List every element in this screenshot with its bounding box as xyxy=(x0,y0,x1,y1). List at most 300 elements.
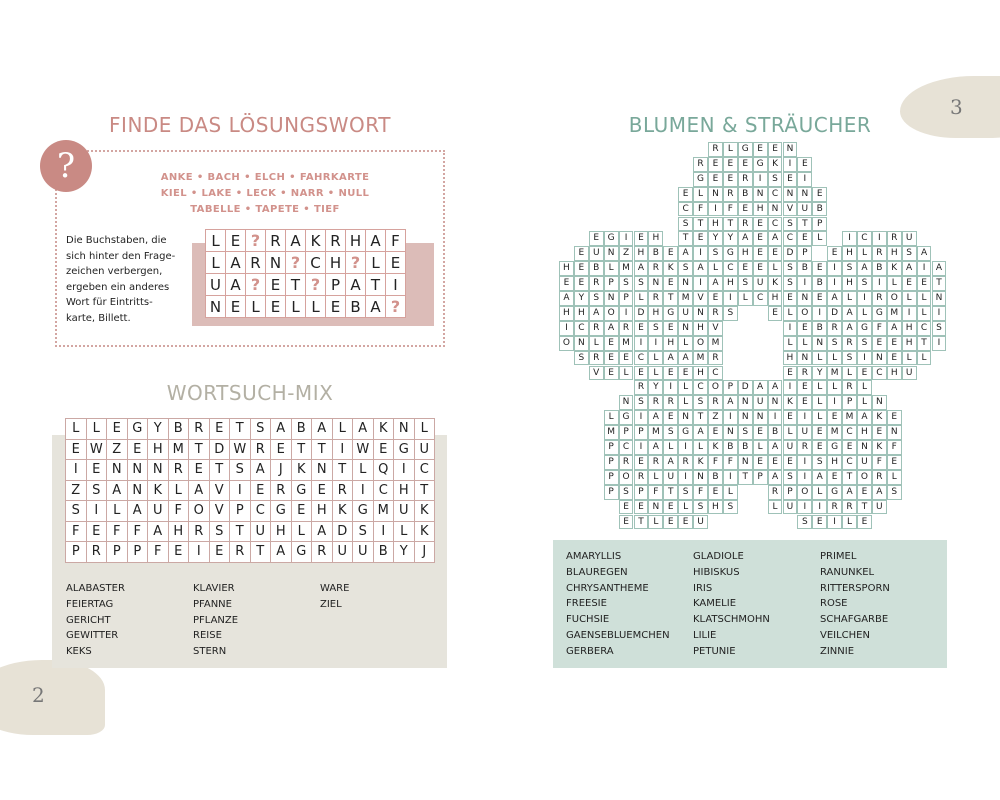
letter-cell: D xyxy=(738,380,753,395)
flower-word: GAENSEBLUEMCHEN xyxy=(566,629,670,641)
letter-cell: O xyxy=(857,470,872,485)
letter-cell: N xyxy=(394,419,415,440)
letter-cell: G xyxy=(271,501,292,522)
letter-cell: I xyxy=(619,231,634,246)
mix-grid-row xyxy=(66,521,435,542)
letter-cell: L xyxy=(286,296,306,318)
letter-cell: E xyxy=(768,306,783,321)
solve-grid-row xyxy=(206,296,406,318)
letter-cell: Y xyxy=(708,231,723,246)
letter-cell: E xyxy=(812,425,827,440)
letter-cell: S xyxy=(797,515,812,530)
letter-cell: N xyxy=(768,202,783,217)
letter-cell: H xyxy=(693,366,708,381)
letter-cell: B xyxy=(168,419,189,440)
letter-cell: R xyxy=(312,542,333,563)
letter-cell: R xyxy=(872,470,887,485)
letter-cell: I xyxy=(768,410,783,425)
letter-cell: E xyxy=(86,460,107,481)
letter-cell: H xyxy=(648,306,663,321)
letter-cell: L xyxy=(812,351,827,366)
letter-cell: K xyxy=(291,460,312,481)
letter-cell: A xyxy=(589,306,604,321)
letter-cell: H xyxy=(168,521,189,542)
letter-cell: L xyxy=(783,336,798,351)
solve-letter-grid xyxy=(205,229,406,318)
letter-cell: A xyxy=(768,440,783,455)
letter-cell: I xyxy=(857,291,872,306)
letter-cell: A xyxy=(693,261,708,276)
letter-cell: E xyxy=(768,142,783,157)
letter-cell: Y xyxy=(812,366,827,381)
letter-cell: F xyxy=(648,485,663,500)
letter-cell: M xyxy=(648,425,663,440)
letter-cell: R xyxy=(827,500,842,515)
letter-cell: O xyxy=(559,336,574,351)
letter-cell: E xyxy=(619,515,634,530)
letter-cell: R xyxy=(619,455,634,470)
letter-cell: E xyxy=(619,351,634,366)
letter-cell: A xyxy=(226,274,246,296)
letter-cell: R xyxy=(589,351,604,366)
letter-cell: N xyxy=(148,460,169,481)
letter-cell: P xyxy=(107,542,128,563)
letter-cell: E xyxy=(678,366,693,381)
letter-cell: C xyxy=(783,231,798,246)
letter-cell: Y xyxy=(574,291,589,306)
letter-cell: N xyxy=(708,187,723,202)
letter-cell: V xyxy=(708,321,723,336)
letter-cell: H xyxy=(842,246,857,261)
letter-cell: C xyxy=(768,187,783,202)
flower-word: VEILCHEN xyxy=(820,629,870,641)
letter-cell: V xyxy=(589,366,604,381)
letter-cell: R xyxy=(827,321,842,336)
letter-cell: G xyxy=(663,306,678,321)
letter-cell: F xyxy=(872,455,887,470)
letter-cell: L xyxy=(738,291,753,306)
letter-cell: I xyxy=(797,470,812,485)
letter-cell: E xyxy=(753,261,768,276)
letter-cell: G xyxy=(827,440,842,455)
letter-cell: I xyxy=(783,380,798,395)
letter-cell: C xyxy=(768,217,783,232)
letter-cell: R xyxy=(842,380,857,395)
letter-cell: Z xyxy=(66,480,87,501)
letter-cell: H xyxy=(887,246,902,261)
letter-cell: E xyxy=(209,419,230,440)
mix-word: KEKS xyxy=(66,646,92,658)
letter-cell: V xyxy=(209,480,230,501)
letter-cell: O xyxy=(797,485,812,500)
letter-cell: E xyxy=(917,276,932,291)
letter-cell: L xyxy=(648,366,663,381)
letter-cell: E xyxy=(753,455,768,470)
letter-cell: C xyxy=(857,231,872,246)
letter-cell: G xyxy=(291,542,312,563)
letter-cell: F xyxy=(127,521,148,542)
mix-grid-row xyxy=(66,439,435,460)
letter-cell: U xyxy=(902,366,917,381)
letter-cell: S xyxy=(619,485,634,500)
letter-cell: N xyxy=(574,336,589,351)
letter-cell: U xyxy=(414,439,435,460)
letter-cell: P xyxy=(619,291,634,306)
letter-cell: L xyxy=(634,291,649,306)
letter-cell: R xyxy=(797,440,812,455)
letter-cell: E xyxy=(589,231,604,246)
question-cell: ? xyxy=(246,230,266,252)
letter-cell: P xyxy=(753,470,768,485)
letter-cell: C xyxy=(723,261,738,276)
letter-cell: L xyxy=(917,306,932,321)
letter-cell: N xyxy=(648,500,663,515)
letter-cell: B xyxy=(812,202,827,217)
letter-cell: G xyxy=(678,425,693,440)
letter-cell: S xyxy=(230,460,251,481)
letter-cell: I xyxy=(932,336,947,351)
letter-cell: S xyxy=(663,425,678,440)
letter-cell: H xyxy=(857,425,872,440)
letter-cell: U xyxy=(394,501,415,522)
letter-cell: E xyxy=(812,440,827,455)
letter-cell: L xyxy=(812,410,827,425)
letter-cell: S xyxy=(812,455,827,470)
letter-cell: R xyxy=(250,439,271,460)
flower-word: RITTERSPORN xyxy=(820,582,890,594)
letter-cell: E xyxy=(574,276,589,291)
letter-cell: K xyxy=(783,395,798,410)
letter-cell: T xyxy=(286,274,306,296)
letter-cell: I xyxy=(693,246,708,261)
letter-cell: H xyxy=(312,501,333,522)
letter-cell: L xyxy=(797,336,812,351)
flower-word: CHRYSANTHEME xyxy=(566,582,649,594)
letter-cell: R xyxy=(872,246,887,261)
letter-cell: S xyxy=(708,246,723,261)
letter-cell: E xyxy=(708,157,723,172)
letter-cell: E xyxy=(226,296,246,318)
letter-cell: A xyxy=(127,501,148,522)
letter-cell: E xyxy=(812,187,827,202)
letter-cell: R xyxy=(246,252,266,274)
page-number-left: 2 xyxy=(32,683,45,707)
question-cell: ? xyxy=(306,274,326,296)
desc-line: karte, Billett. xyxy=(66,312,131,324)
letter-cell: C xyxy=(753,291,768,306)
letter-cell: G xyxy=(827,485,842,500)
solve-word-list xyxy=(95,170,435,218)
letter-cell: M xyxy=(678,291,693,306)
letter-cell: E xyxy=(887,455,902,470)
letter-cell: M xyxy=(842,410,857,425)
letter-cell: E xyxy=(574,246,589,261)
letter-cell: Z xyxy=(107,439,128,460)
mix-word: REISE xyxy=(193,630,222,642)
letter-cell: I xyxy=(559,321,574,336)
letter-cell: C xyxy=(306,252,326,274)
letter-cell: D xyxy=(827,306,842,321)
letter-cell: R xyxy=(842,336,857,351)
letter-cell: E xyxy=(797,157,812,172)
letter-cell: S xyxy=(783,217,798,232)
letter-cell: I xyxy=(932,306,947,321)
letter-cell: S xyxy=(678,485,693,500)
letter-cell: H xyxy=(346,230,366,252)
letter-cell: L xyxy=(723,142,738,157)
letter-cell: E xyxy=(634,321,649,336)
letter-cell: S xyxy=(634,276,649,291)
letter-cell: I xyxy=(797,410,812,425)
letter-cell: I xyxy=(723,291,738,306)
letter-cell: K xyxy=(887,261,902,276)
letter-cell: H xyxy=(634,246,649,261)
letter-cell: L xyxy=(693,440,708,455)
letter-cell: R xyxy=(86,542,107,563)
solve-title: FINDE DAS LÖSUNGSWORT xyxy=(109,113,391,137)
letter-cell: E xyxy=(857,366,872,381)
letter-cell: E xyxy=(887,336,902,351)
letter-cell: R xyxy=(738,217,753,232)
letter-cell: D xyxy=(634,306,649,321)
solve-grid-row xyxy=(206,230,406,252)
letter-cell: H xyxy=(783,351,798,366)
letter-cell: T xyxy=(932,276,947,291)
letter-cell: A xyxy=(250,460,271,481)
letter-cell: N xyxy=(619,395,634,410)
letter-cell: I xyxy=(86,501,107,522)
letter-cell: L xyxy=(768,500,783,515)
letter-cell: E xyxy=(812,515,827,530)
letter-cell: L xyxy=(753,440,768,455)
letter-cell: M xyxy=(827,425,842,440)
letter-cell: L xyxy=(107,501,128,522)
letter-cell: D xyxy=(783,246,798,261)
letter-cell: E xyxy=(887,351,902,366)
letter-cell: I xyxy=(634,440,649,455)
letter-cell: C xyxy=(373,480,394,501)
letter-cell: E xyxy=(663,246,678,261)
letter-cell: N xyxy=(753,187,768,202)
letter-cell: I xyxy=(827,261,842,276)
letter-cell: E xyxy=(738,202,753,217)
letter-cell: U xyxy=(753,276,768,291)
letter-cell: L xyxy=(857,246,872,261)
letter-cell: L xyxy=(648,470,663,485)
letter-cell: E xyxy=(753,425,768,440)
letter-cell: L xyxy=(842,291,857,306)
letter-cell: E xyxy=(189,460,210,481)
letter-cell: U xyxy=(353,542,374,563)
letter-cell: S xyxy=(86,480,107,501)
letter-cell: L xyxy=(394,521,415,542)
letter-cell: B xyxy=(872,261,887,276)
letter-cell: L xyxy=(917,351,932,366)
letter-cell: U xyxy=(693,515,708,530)
letter-cell: G xyxy=(753,157,768,172)
letter-cell: M xyxy=(619,261,634,276)
letter-cell: I xyxy=(783,157,798,172)
letter-cell: F xyxy=(693,202,708,217)
letter-cell: R xyxy=(708,142,723,157)
letter-cell: N xyxy=(768,395,783,410)
letter-cell: I xyxy=(917,261,932,276)
letter-cell: P xyxy=(326,274,346,296)
letter-cell: N xyxy=(107,460,128,481)
letter-cell: K xyxy=(768,276,783,291)
letter-cell: U xyxy=(332,542,353,563)
letter-cell: U xyxy=(797,202,812,217)
letter-cell: P xyxy=(812,217,827,232)
solve-grid-row xyxy=(206,252,406,274)
letter-cell: R xyxy=(326,230,346,252)
letter-cell: I xyxy=(783,321,798,336)
flower-word: HIBISKUS xyxy=(693,566,740,578)
letter-cell: H xyxy=(708,500,723,515)
question-cell: ? xyxy=(386,296,406,318)
letter-cell: L xyxy=(168,480,189,501)
letter-cell: R xyxy=(842,500,857,515)
letter-cell: N xyxy=(872,351,887,366)
letter-cell: I xyxy=(678,470,693,485)
letter-cell: G xyxy=(353,501,374,522)
flower-word: KLATSCHMOHN xyxy=(693,614,770,626)
mix-word: GEWITTER xyxy=(66,630,119,642)
letter-cell: E xyxy=(663,366,678,381)
letter-cell: A xyxy=(708,276,723,291)
letter-cell: B xyxy=(797,261,812,276)
letter-cell: K xyxy=(332,501,353,522)
letter-cell: P xyxy=(66,542,87,563)
letter-cell: E xyxy=(827,246,842,261)
page-number-right: 3 xyxy=(950,95,963,119)
letter-cell: F xyxy=(386,230,406,252)
letter-cell: I xyxy=(797,455,812,470)
letter-cell: E xyxy=(857,485,872,500)
letter-cell: A xyxy=(857,410,872,425)
letter-cell: O xyxy=(797,306,812,321)
letter-cell: S xyxy=(723,500,738,515)
letter-cell: R xyxy=(708,306,723,321)
letter-cell: L xyxy=(332,419,353,440)
letter-cell: L xyxy=(857,380,872,395)
flower-word: FREESIE xyxy=(566,598,607,610)
letter-cell: K xyxy=(872,440,887,455)
letter-cell: C xyxy=(634,351,649,366)
letter-cell: G xyxy=(604,231,619,246)
mix-word: GERICHT xyxy=(66,614,111,626)
flower-word: BLAUREGEN xyxy=(566,566,628,578)
desc-line: zeichen verbergen, xyxy=(66,266,163,277)
letter-cell: H xyxy=(708,217,723,232)
letter-cell: V xyxy=(693,291,708,306)
letter-cell: S xyxy=(353,521,374,542)
letter-cell: H xyxy=(663,336,678,351)
letter-cell: R xyxy=(589,321,604,336)
letter-cell: L xyxy=(306,296,326,318)
letter-cell: C xyxy=(708,366,723,381)
letter-cell: N xyxy=(783,142,798,157)
flower-word: GLADIOLE xyxy=(693,551,744,562)
letter-cell: C xyxy=(917,321,932,336)
letter-cell: B xyxy=(723,440,738,455)
letter-cell: I xyxy=(842,231,857,246)
letter-cell: E xyxy=(783,410,798,425)
letter-cell: O xyxy=(604,306,619,321)
letter-cell: E xyxy=(708,291,723,306)
letter-cell: R xyxy=(663,395,678,410)
letter-cell: Z xyxy=(708,410,723,425)
letter-cell: N xyxy=(738,410,753,425)
letter-cell: P xyxy=(604,276,619,291)
letter-cell: A xyxy=(366,296,386,318)
letter-cell: P xyxy=(604,470,619,485)
question-cell: ? xyxy=(286,252,306,274)
letter-cell: T xyxy=(366,274,386,296)
letter-cell: E xyxy=(738,261,753,276)
letter-cell: U xyxy=(797,425,812,440)
letter-cell: K xyxy=(872,410,887,425)
letter-cell: L xyxy=(902,291,917,306)
letter-cell: O xyxy=(693,336,708,351)
letter-cell: N xyxy=(678,276,693,291)
letter-cell: L xyxy=(827,380,842,395)
letter-cell: M xyxy=(619,336,634,351)
letter-cell: F xyxy=(107,521,128,542)
letter-cell: T xyxy=(842,470,857,485)
letter-cell: E xyxy=(663,500,678,515)
letter-cell: H xyxy=(148,439,169,460)
flower-word: RANUNKEL xyxy=(820,566,875,578)
letter-cell: A xyxy=(738,231,753,246)
letter-cell: L xyxy=(857,395,872,410)
letter-cell: E xyxy=(872,336,887,351)
letter-cell: T xyxy=(678,231,693,246)
letter-cell: A xyxy=(887,321,902,336)
letter-cell: S xyxy=(738,276,753,291)
letter-cell: A xyxy=(857,261,872,276)
letter-cell: E xyxy=(708,172,723,187)
letter-cell: N xyxy=(738,455,753,470)
letter-cell: W xyxy=(86,439,107,460)
letter-cell: E xyxy=(678,187,693,202)
letter-cell: Y xyxy=(394,542,415,563)
letter-cell: S xyxy=(693,500,708,515)
letter-cell: A xyxy=(107,480,128,501)
letter-cell: N xyxy=(206,296,226,318)
letter-cell: E xyxy=(634,231,649,246)
letter-cell: C xyxy=(678,202,693,217)
mix-title: WORTSUCH-MIX xyxy=(166,381,334,405)
letter-cell: C xyxy=(574,321,589,336)
desc-line: ergeben ein anderes xyxy=(66,281,170,293)
letter-cell: E xyxy=(291,501,312,522)
letter-cell: F xyxy=(723,455,738,470)
letter-cell: A xyxy=(271,419,292,440)
mix-word: PFLANZE xyxy=(193,614,239,626)
letter-cell: T xyxy=(663,291,678,306)
letter-cell: P xyxy=(230,501,251,522)
solve-words-line: ANKE • BACH • ELCH • FAHRKARTE xyxy=(160,172,370,183)
letter-cell: I xyxy=(827,515,842,530)
letter-cell: T xyxy=(209,460,230,481)
letter-cell: E xyxy=(783,291,798,306)
letter-cell: T xyxy=(312,439,333,460)
letter-cell: G xyxy=(738,142,753,157)
letter-cell: E xyxy=(887,410,902,425)
letter-cell: K xyxy=(414,521,435,542)
letter-cell: Y xyxy=(148,419,169,440)
